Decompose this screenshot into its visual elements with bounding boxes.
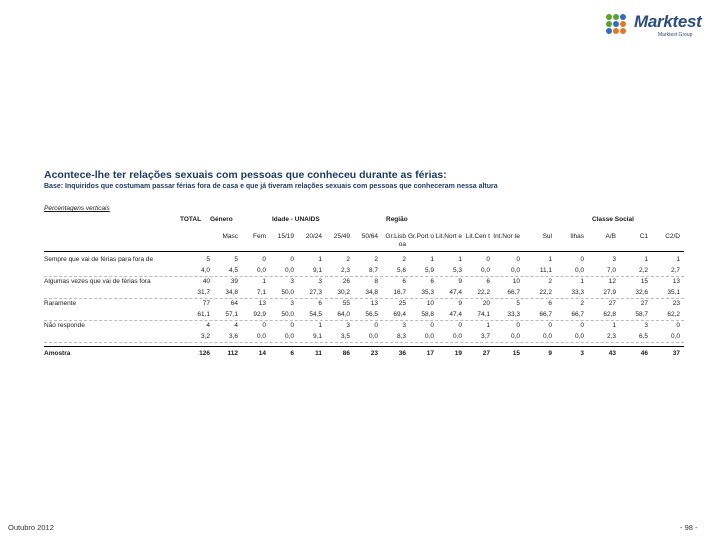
percent-cell: 8,3 bbox=[396, 333, 406, 340]
percent-cell: 0,0 bbox=[542, 333, 552, 340]
count-cell: 13 bbox=[258, 300, 266, 307]
marktest-logo bbox=[606, 12, 706, 40]
count-cell: 1 bbox=[430, 256, 434, 263]
count-cell: 4 bbox=[234, 322, 238, 329]
count-cell: 1 bbox=[458, 256, 462, 263]
column-header: C2/D bbox=[665, 233, 680, 240]
percent-cell: 27,3 bbox=[309, 289, 322, 296]
count-cell: 0 bbox=[430, 322, 434, 329]
count-cell: 1 bbox=[580, 278, 584, 285]
column-header: Ilhas bbox=[570, 233, 584, 240]
count-cell: 3 bbox=[290, 278, 294, 285]
count-cell: 0 bbox=[676, 322, 680, 329]
percent-cell: 35,3 bbox=[421, 289, 434, 296]
count-cell: 13 bbox=[370, 300, 378, 307]
column-header: Gr.Port o bbox=[407, 233, 434, 240]
count-cell: 2 bbox=[346, 256, 350, 263]
count-cell: 6 bbox=[486, 278, 490, 285]
percent-cell: 0,0 bbox=[480, 267, 490, 274]
row-label: Sempre que vai de férias para fora de bbox=[44, 256, 154, 263]
percent-cell: 6,5 bbox=[638, 333, 648, 340]
percent-cell: 5,9 bbox=[424, 267, 434, 274]
count-cell: 5 bbox=[206, 256, 210, 263]
count-cell: 3 bbox=[644, 322, 648, 329]
count-cell: 3 bbox=[612, 256, 616, 263]
percent-cell: 34,8 bbox=[225, 289, 238, 296]
count-cell: 40 bbox=[202, 278, 210, 285]
percent-cell: 66,7 bbox=[539, 311, 552, 318]
sample-cell: 6 bbox=[290, 350, 294, 357]
group-genero: Género bbox=[210, 216, 233, 223]
vertical-percent-note: Percentagens verticais bbox=[44, 205, 110, 212]
count-cell: 0 bbox=[374, 322, 378, 329]
column-header: C1 bbox=[639, 233, 648, 240]
percent-cell: 0,0 bbox=[424, 333, 434, 340]
percent-cell: 31,7 bbox=[197, 289, 210, 296]
count-cell: 6 bbox=[318, 300, 322, 307]
count-cell: 0 bbox=[516, 256, 520, 263]
count-cell: 9 bbox=[458, 300, 462, 307]
count-cell: 15 bbox=[640, 278, 648, 285]
column-header: 50/64 bbox=[361, 233, 378, 240]
count-cell: 1 bbox=[676, 256, 680, 263]
percent-cell: 5,6 bbox=[396, 267, 406, 274]
percent-cell: 57,1 bbox=[225, 311, 238, 318]
count-cell: 64 bbox=[230, 300, 238, 307]
percent-cell: 2,3 bbox=[606, 333, 616, 340]
count-cell: 10 bbox=[512, 278, 520, 285]
count-cell: 2 bbox=[374, 256, 378, 263]
column-header: Fem bbox=[253, 233, 266, 240]
row-divider bbox=[44, 276, 684, 277]
row-label: Não responde bbox=[44, 322, 85, 329]
sample-label: Amostra bbox=[44, 350, 71, 357]
percent-cell: 0,0 bbox=[574, 267, 584, 274]
row-divider bbox=[44, 320, 684, 321]
count-cell: 2 bbox=[402, 256, 406, 263]
sample-cell: 43 bbox=[608, 350, 616, 357]
row-label: Algumas vezes que vai de férias fora bbox=[44, 278, 151, 285]
base-subtitle: Base: Inquiridos que costumam passar férias fora de casa e que já tiveram relações sexuais com pessoas que conheceram nessa altura bbox=[44, 183, 498, 190]
count-cell: 0 bbox=[458, 322, 462, 329]
count-cell: 8 bbox=[374, 278, 378, 285]
column-header: Lit.Cen t bbox=[465, 233, 490, 240]
row-label: Raramente bbox=[44, 300, 77, 307]
sample-cell: 27 bbox=[482, 350, 490, 357]
percent-cell: 66,7 bbox=[571, 311, 584, 318]
percent-cell: 74,1 bbox=[477, 311, 490, 318]
count-cell: 1 bbox=[318, 256, 322, 263]
percent-cell: 0,0 bbox=[510, 267, 520, 274]
count-cell: 3 bbox=[290, 300, 294, 307]
sample-cell: 14 bbox=[258, 350, 266, 357]
count-cell: 1 bbox=[548, 256, 552, 263]
percent-cell: 92,9 bbox=[253, 311, 266, 318]
percent-cell: 8,7 bbox=[368, 267, 378, 274]
percent-cell: 22,2 bbox=[477, 289, 490, 296]
row-divider bbox=[44, 298, 684, 299]
percent-cell: 69,4 bbox=[393, 311, 406, 318]
logo-tagline: Marktest Group bbox=[658, 32, 693, 38]
count-cell: 12 bbox=[608, 278, 616, 285]
percent-cell: 0,0 bbox=[574, 333, 584, 340]
sample-cell: 19 bbox=[454, 350, 462, 357]
count-cell: 4 bbox=[206, 322, 210, 329]
column-header: Sul bbox=[542, 233, 552, 240]
percent-cell: 61,1 bbox=[197, 311, 210, 318]
sample-cell: 23 bbox=[370, 350, 378, 357]
percent-cell: 4,5 bbox=[228, 267, 238, 274]
percent-cell: 11,1 bbox=[539, 267, 552, 274]
sample-cell: 36 bbox=[398, 350, 406, 357]
sample-cell: 3 bbox=[580, 350, 584, 357]
sample-divider bbox=[44, 346, 684, 347]
sample-cell: 15 bbox=[512, 350, 520, 357]
percent-cell: 7,1 bbox=[256, 289, 266, 296]
count-cell: 0 bbox=[580, 256, 584, 263]
percent-cell: 54,5 bbox=[309, 311, 322, 318]
sample-cell: 17 bbox=[426, 350, 434, 357]
count-cell: 1 bbox=[612, 322, 616, 329]
sample-cell: 86 bbox=[342, 350, 350, 357]
column-header: 20/24 bbox=[305, 233, 322, 240]
column-header: 25/49 bbox=[333, 233, 350, 240]
percent-cell: 0,0 bbox=[256, 333, 266, 340]
percent-cell: 3,6 bbox=[228, 333, 238, 340]
percent-cell: 3,5 bbox=[340, 333, 350, 340]
count-cell: 0 bbox=[548, 322, 552, 329]
percent-cell: 16,7 bbox=[393, 289, 406, 296]
percent-cell: 58,8 bbox=[421, 311, 434, 318]
count-cell: 3 bbox=[402, 322, 406, 329]
logo-wordmark: Marktest bbox=[634, 12, 702, 31]
count-cell: 10 bbox=[426, 300, 434, 307]
column-header: 15/19 bbox=[277, 233, 294, 240]
percent-cell: 32,6 bbox=[635, 289, 648, 296]
percent-cell: 9,1 bbox=[312, 267, 322, 274]
count-cell: 5 bbox=[234, 256, 238, 263]
count-cell: 0 bbox=[580, 322, 584, 329]
count-cell: 77 bbox=[202, 300, 210, 307]
percent-cell: 5,3 bbox=[452, 267, 462, 274]
percent-cell: 0,0 bbox=[256, 267, 266, 274]
column-header: Int.Nor te bbox=[493, 233, 520, 240]
sample-cell: 11 bbox=[315, 350, 322, 357]
column-header: Masc bbox=[222, 233, 238, 240]
group-classe-social: Classe Social bbox=[592, 216, 634, 223]
count-cell: 3 bbox=[318, 278, 322, 285]
column-header: A/B bbox=[605, 233, 616, 240]
percent-cell: 50,0 bbox=[281, 289, 294, 296]
count-cell: 0 bbox=[290, 256, 294, 263]
sample-cell: 126 bbox=[199, 350, 210, 357]
count-cell: 6 bbox=[430, 278, 434, 285]
percent-cell: 62,8 bbox=[603, 311, 616, 318]
percent-cell: 3,2 bbox=[200, 333, 210, 340]
count-cell: 6 bbox=[548, 300, 552, 307]
column-header: Lit.Nort e bbox=[435, 233, 462, 240]
sample-cell: 37 bbox=[672, 350, 680, 357]
percent-cell: 22,2 bbox=[539, 289, 552, 296]
sample-cell: 9 bbox=[548, 350, 552, 357]
percent-cell: 50,0 bbox=[281, 311, 294, 318]
count-cell: 20 bbox=[482, 300, 490, 307]
group-idade: Idade - UNAIDS bbox=[272, 216, 320, 223]
column-header: Gr.Lisb oa bbox=[385, 233, 406, 248]
percent-cell: 0,0 bbox=[368, 333, 378, 340]
count-cell: 6 bbox=[402, 278, 406, 285]
percent-cell: 0,0 bbox=[452, 333, 462, 340]
percent-cell: 33,3 bbox=[507, 311, 520, 318]
page-number: - 98 - bbox=[680, 523, 698, 532]
percent-cell: 62,2 bbox=[667, 311, 680, 318]
group-regiao: Região bbox=[386, 216, 408, 223]
count-cell: 0 bbox=[486, 256, 490, 263]
percent-cell: 4,0 bbox=[200, 267, 210, 274]
count-cell: 1 bbox=[262, 278, 266, 285]
count-cell: 25 bbox=[398, 300, 406, 307]
percent-cell: 7,0 bbox=[606, 267, 616, 274]
count-cell: 55 bbox=[342, 300, 350, 307]
count-cell: 23 bbox=[672, 300, 680, 307]
percent-cell: 27,9 bbox=[603, 289, 616, 296]
count-cell: 26 bbox=[342, 278, 350, 285]
percent-cell: 9,1 bbox=[312, 333, 322, 340]
count-cell: 0 bbox=[516, 322, 520, 329]
row-divider bbox=[44, 342, 684, 343]
percent-cell: 34,8 bbox=[365, 289, 378, 296]
count-cell: 1 bbox=[486, 322, 490, 329]
count-cell: 5 bbox=[516, 300, 520, 307]
header-divider bbox=[44, 251, 684, 252]
percent-cell: 2,2 bbox=[638, 267, 648, 274]
count-cell: 1 bbox=[644, 256, 648, 263]
percent-cell: 0,0 bbox=[284, 333, 294, 340]
percent-cell: 47,4 bbox=[449, 289, 462, 296]
percent-cell: 2,7 bbox=[670, 267, 680, 274]
count-cell: 13 bbox=[672, 278, 680, 285]
percent-cell: 3,7 bbox=[480, 333, 490, 340]
count-cell: 1 bbox=[318, 322, 322, 329]
percent-cell: 30,2 bbox=[337, 289, 350, 296]
percent-cell: 58,7 bbox=[635, 311, 648, 318]
percent-cell: 64,0 bbox=[337, 311, 350, 318]
percent-cell: 47,4 bbox=[449, 311, 462, 318]
percent-cell: 0,0 bbox=[510, 333, 520, 340]
percent-cell: 33,3 bbox=[571, 289, 584, 296]
page-title: Acontece-lhe ter relações sexuais com pessoas que conheceu durante as férias: bbox=[44, 169, 447, 181]
percent-cell: 2,3 bbox=[340, 267, 350, 274]
count-cell: 0 bbox=[262, 322, 266, 329]
count-cell: 27 bbox=[608, 300, 616, 307]
count-cell: 27 bbox=[640, 300, 648, 307]
count-cell: 9 bbox=[458, 278, 462, 285]
count-cell: 2 bbox=[580, 300, 584, 307]
count-cell: 0 bbox=[290, 322, 294, 329]
count-cell: 3 bbox=[346, 322, 350, 329]
sample-cell: 112 bbox=[227, 350, 238, 357]
percent-cell: 35,1 bbox=[667, 289, 680, 296]
percent-cell: 0,0 bbox=[670, 333, 680, 340]
logo-dots-icon bbox=[606, 14, 632, 40]
footer-date: Outubro 2012 bbox=[8, 523, 54, 532]
percent-cell: 56,5 bbox=[365, 311, 378, 318]
count-cell: 2 bbox=[548, 278, 552, 285]
percent-cell: 66,7 bbox=[507, 289, 520, 296]
percent-cell: 0,0 bbox=[284, 267, 294, 274]
count-cell: 39 bbox=[230, 278, 238, 285]
group-total: TOTAL bbox=[180, 216, 202, 223]
count-cell: 0 bbox=[262, 256, 266, 263]
sample-cell: 46 bbox=[640, 350, 648, 357]
